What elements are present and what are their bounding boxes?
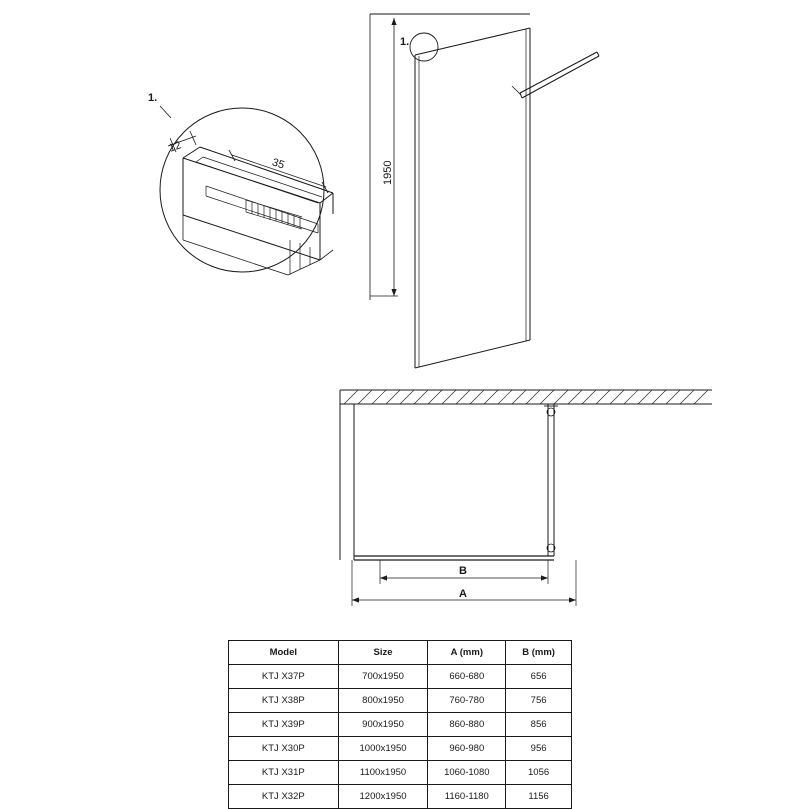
detail-marker-zoom-label: 1. bbox=[148, 92, 158, 104]
front-panel-bottom-edge bbox=[415, 340, 530, 368]
detail-depth-label: 12 bbox=[167, 139, 183, 155]
size-specification-table bbox=[228, 640, 572, 809]
support-bar-bottom bbox=[522, 56, 599, 98]
cell-a: 960-980 bbox=[428, 737, 506, 761]
dim-a-arrow-right bbox=[569, 597, 576, 602]
table-row bbox=[229, 665, 572, 689]
height-dim-arrow-bottom bbox=[391, 289, 396, 296]
table-header-row bbox=[229, 641, 572, 665]
detail-marker-front-label: 1. bbox=[400, 36, 410, 48]
detail-profile-top-left bbox=[183, 147, 200, 158]
table-header-b: B (mm) bbox=[506, 641, 572, 665]
table-row bbox=[229, 737, 572, 761]
cell-model: KTJ X31P bbox=[229, 761, 339, 785]
plan-wall-hatch bbox=[344, 390, 708, 404]
table-header-size: Size bbox=[338, 641, 428, 665]
table-row bbox=[229, 713, 572, 737]
height-dimension-label: 1950 bbox=[382, 160, 394, 185]
dim-a-arrow-left bbox=[352, 597, 359, 602]
support-bar-cap bbox=[597, 52, 599, 56]
cell-a: 1160-1180 bbox=[428, 785, 506, 809]
cell-size: 900x1950 bbox=[338, 713, 428, 737]
table-row bbox=[229, 785, 572, 809]
cell-model: KTJ X30P bbox=[229, 737, 339, 761]
cell-a: 760-780 bbox=[428, 689, 506, 713]
cell-model: KTJ X38P bbox=[229, 689, 339, 713]
table-row bbox=[229, 761, 572, 785]
detail-zoom-bubble bbox=[160, 108, 324, 272]
cell-size: 1200x1950 bbox=[338, 785, 428, 809]
cell-model: KTJ X32P bbox=[229, 785, 339, 809]
dim-35-tick-right bbox=[322, 182, 328, 193]
dim-b-arrow-right bbox=[541, 575, 548, 580]
support-bar-top bbox=[520, 52, 597, 93]
cell-a: 1060-1080 bbox=[428, 761, 506, 785]
support-bracket bbox=[512, 86, 521, 95]
cell-a: 860-880 bbox=[428, 713, 506, 737]
cell-size: 800x1950 bbox=[338, 689, 428, 713]
cell-a: 660-680 bbox=[428, 665, 506, 689]
cell-size: 700x1950 bbox=[338, 665, 428, 689]
cell-b: 656 bbox=[506, 665, 572, 689]
front-panel-top-edge bbox=[415, 28, 530, 55]
cell-b: 1056 bbox=[506, 761, 572, 785]
detail-profile-top-right bbox=[320, 193, 333, 203]
detail-width-label: 35 bbox=[270, 156, 286, 172]
detail-groove-front bbox=[196, 162, 318, 203]
detail-glass-bottom bbox=[206, 196, 318, 233]
cell-b: 756 bbox=[506, 689, 572, 713]
table-header-model: Model bbox=[229, 641, 339, 665]
detail-leader-line bbox=[160, 106, 171, 118]
cell-b: 1156 bbox=[506, 785, 572, 809]
dim-b-label: B bbox=[459, 565, 467, 577]
cell-model: KTJ X39P bbox=[229, 713, 339, 737]
cell-b: 856 bbox=[506, 713, 572, 737]
table-row bbox=[229, 689, 572, 713]
detail-wall-bottom-right bbox=[288, 260, 320, 275]
cell-b: 956 bbox=[506, 737, 572, 761]
table-header-a: A (mm) bbox=[428, 641, 506, 665]
detail-circle-marker bbox=[410, 33, 438, 61]
cell-size: 1100x1950 bbox=[338, 761, 428, 785]
cell-model: KTJ X37P bbox=[229, 665, 339, 689]
cell-size: 1000x1950 bbox=[338, 737, 428, 761]
detail-wall-bottom bbox=[183, 240, 288, 275]
detail-groove-end-left bbox=[196, 157, 203, 162]
dim-a-label: A bbox=[459, 588, 467, 600]
height-dim-arrow-top bbox=[391, 18, 396, 25]
dim-b-arrow-left bbox=[380, 575, 387, 580]
detail-profile-bottom-right bbox=[320, 250, 333, 260]
detail-profile-bottom-front bbox=[183, 215, 320, 260]
